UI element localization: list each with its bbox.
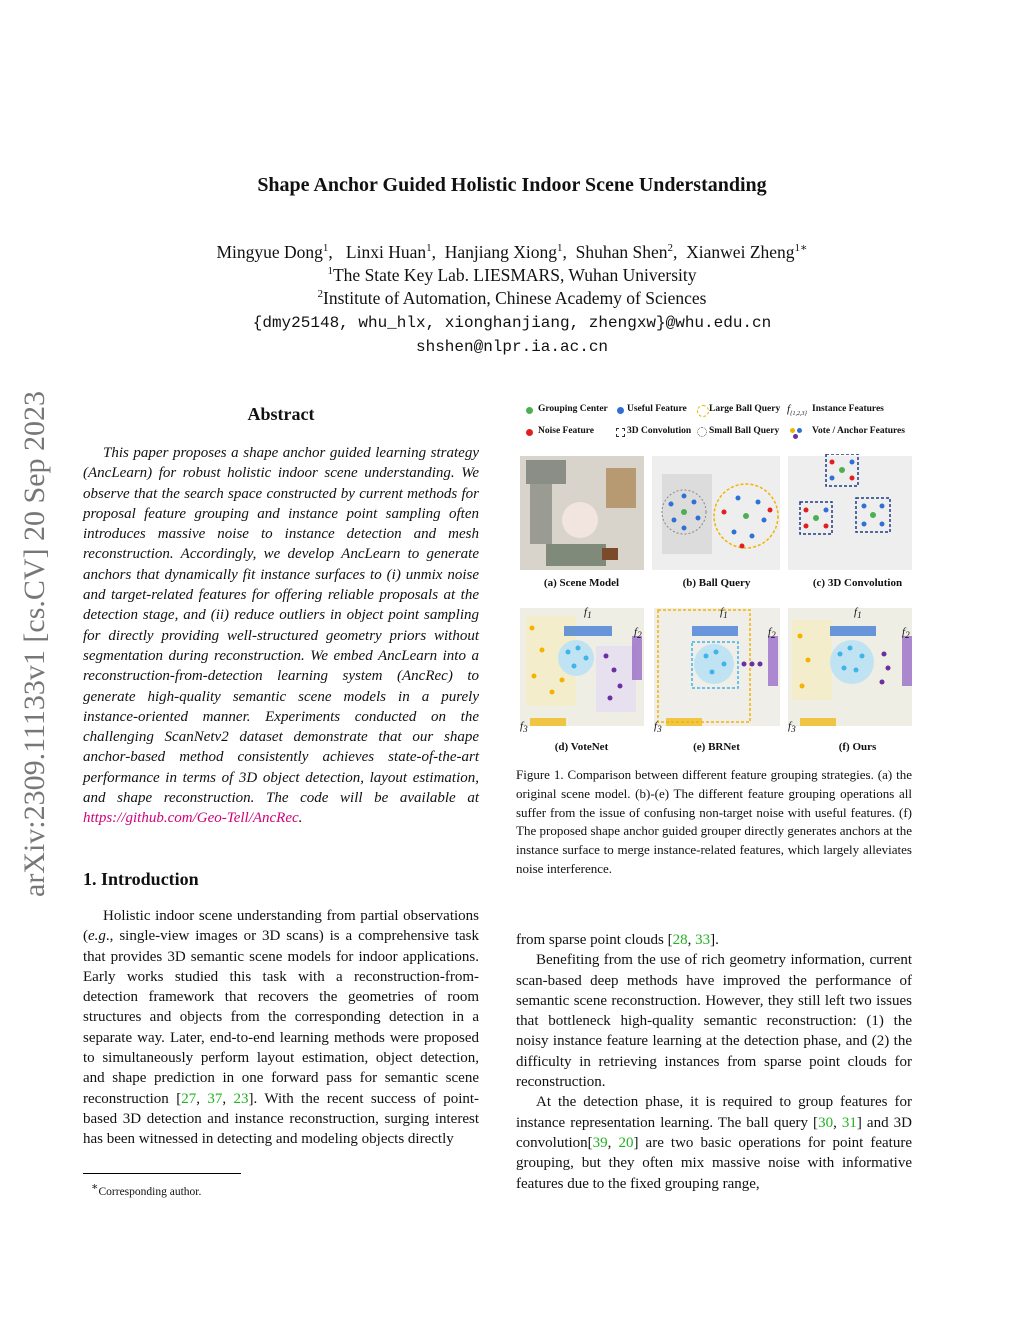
affiliation-1 xyxy=(0,265,1024,286)
f-symbol: f xyxy=(787,403,791,415)
legend-vote-anchor-features: Vote / Anchor Features xyxy=(812,426,905,436)
f-symbol: f xyxy=(768,626,772,638)
conv3d-diagram xyxy=(788,454,912,570)
panel-label-c: (c) 3D Convolution xyxy=(812,577,903,589)
footnote-rule xyxy=(83,1173,241,1174)
f1-label-d xyxy=(584,606,592,620)
footnote-text: Corresponding author. xyxy=(98,1185,202,1198)
text-run: Holistic indoor scene understanding from partial observations ( xyxy=(83,908,479,945)
f-symbol: f xyxy=(654,720,658,732)
ours-diagram xyxy=(788,608,912,726)
text-run: ., single-view images or 3D scans) is a comprehensive task that provides 3D semantic scene models for indoor applications. Early works studied this task with a reconstruction-from-detection framework that recovers the geometries of room structures and objects from the corresponding detection in a separate way. Later, end-to-end learning methods were proposed to simultaneously perform layout estimation, object detection, and shape prediction in one forward pass for semantic scene reconstruction [ xyxy=(83,928,479,1107)
panel-label-f: (f) Ours xyxy=(838,741,877,753)
citation-link[interactable]: 33 xyxy=(695,932,711,948)
code-link[interactable]: https://github.com/Geo-Tell/AncRec xyxy=(83,810,299,827)
f-subscript: {1,2,3} xyxy=(790,411,807,418)
citation-link[interactable]: 23 xyxy=(233,1090,249,1107)
legend-3d-convolution: 3D Convolution xyxy=(627,426,692,436)
f-symbol: f xyxy=(520,720,524,732)
email-line-2: shshen@nlpr.ia.ac.cn xyxy=(415,338,609,356)
text-run: ] are two basic operations for point feature grouping, but they often mix massive noise with informative features due to the fixed grouping range, xyxy=(516,1134,913,1192)
author-name: Hanjiang Xiong xyxy=(444,241,558,262)
f-subscript: 2 xyxy=(905,630,910,641)
text-run: ]. xyxy=(710,932,719,948)
author-affiliation-mark: 1 xyxy=(426,242,432,254)
author-name: Linxi Huan xyxy=(345,241,427,262)
legend-noise-feature: Noise Feature xyxy=(538,426,595,436)
intro-paragraph-2: Benefiting from the use of rich geometry information, current scan-based deep methods have improved the performance of semantic scene reconstruction. However, they still left two issues that bottleneck high-quality semantic reconstruction: (1) the noisy instance feature learning at the detection phase, and (2) the difficulty in retrieving instances from sparse point clouds for reconstruction. xyxy=(516,952,912,1091)
abstract-heading: Abstract xyxy=(247,404,315,424)
citation-link[interactable]: 20 xyxy=(618,1134,634,1151)
small-ball-icon xyxy=(697,427,707,437)
affiliation-mark: 1 xyxy=(327,265,333,278)
citation-link[interactable]: 27 xyxy=(181,1090,197,1107)
f-symbol: f xyxy=(720,606,724,618)
citation-link[interactable]: 37 xyxy=(207,1090,223,1107)
footnote xyxy=(91,1180,201,1198)
f-subscript: 2 xyxy=(771,630,776,641)
citation-link[interactable]: 30 xyxy=(818,1114,834,1131)
abstract-text: This paper proposes a shape anchor guided learning strategy (AncLearn) for robust holistic indoor scene understanding. We observe that the search space constructed by current methods for proposal feature grouping and instance point sampling often introduces massive noise to instance detection and mesh reconstruction. Accordingly, we develop AncLearn to generate anchors that dynamically fit instance surfaces to (i) unmix noise and target-related features for offering reliable proposals at the detection stage, and (ii) reduce outliers in object point sampling for directly providing well-structured geometry priors without segmentation during reconstruction. We embed AncLearn into a reconstruction-from-detection learning system (AncRec) to generate high-quality semantic scene models in a purely instance-oriented manner. Experiments conducted on the challenging ScanNetv2 dataset demonstrate that our shape anchor-based method consistently achieves state-of-the-art performance in terms of 3D object detection, layout estimation, and shape reconstruction. The code will be available at xyxy=(83,445,479,807)
f2-label-f xyxy=(902,626,910,640)
author-affiliation-mark: 1∗ xyxy=(794,242,808,254)
f3-label-f xyxy=(788,720,796,734)
f-symbol: f xyxy=(854,606,858,618)
author-affiliation-mark: 1 xyxy=(322,242,329,254)
panel-label-b: (b) Ball Query xyxy=(682,577,751,589)
intro-paragraph-1: Holistic indoor scene understanding from partial observations (e.g., single-view images or 3D scans) is a comprehensive task that provides 3D semantic scene models for indoor applications. Early works studied this task with a reconstruction-from-detection framework that recovers the geometries of room structures and objects from the corresponding detection in a separate way. Later, end-to-end learning methods were proposed to simultaneously perform layout estimation, object detection, and shape prediction in one forward pass for semantic scene reconstruction [27, 37, 23]. With the recent success of point-based 3D detection and instance reconstruction, surging interest has been witnessed in detecting and modeling objects directly xyxy=(83,908,480,1148)
legend-small-ball-query: Small Ball Query xyxy=(709,426,780,436)
scene-model-image xyxy=(520,456,644,570)
text-run: At the detection phase, it is required to group features for instance representation learning. The ball query [ xyxy=(516,1094,912,1131)
blue-dot-icon xyxy=(617,407,624,414)
abstract-body xyxy=(83,443,479,829)
text-run: from sparse point clouds [ xyxy=(516,932,673,948)
f-subscript: 3 xyxy=(523,724,528,735)
text-run: ]. With the recent success of point-based 3D detection and instance reconstruction, surging interest has been witnessed in detecting and modeling objects directly xyxy=(83,1090,480,1148)
affiliation-text: The State Key Lab. LIESMARS, Wuhan University xyxy=(332,265,697,285)
email-line-1: {dmy25148, whu_hlx, xionghanjiang, zhengxw}@whu.edu.cn xyxy=(252,314,772,332)
figure-1 xyxy=(516,398,916,758)
legend-instance-features: Instance Features xyxy=(812,404,884,414)
votenet-diagram xyxy=(520,608,644,726)
author-name: Mingyue Dong xyxy=(216,241,323,262)
paper-title: Shape Anchor Guided Holistic Indoor Scene Understanding xyxy=(257,174,767,196)
affiliation-mark: 2 xyxy=(317,288,324,301)
legend-useful-feature: Useful Feature xyxy=(627,404,687,414)
f-symbol: f xyxy=(788,720,792,732)
f-symbol: f xyxy=(634,626,638,638)
affiliation-2 xyxy=(0,288,1024,309)
panel-label-d: (d) VoteNet xyxy=(554,741,609,753)
intro-right-column xyxy=(516,930,912,1194)
figure-caption: Figure 1. Comparison between different feature grouping strategies. (a) the original scene model. (b)-(e) The different feature grouping operations all suffer from the issue of confusing non-target noise with useful features. (f) The proposed shape anchor guided grouper directly generates anchors at the instance surface to merge instance-related features, which largely alleviates noise interference. xyxy=(516,767,912,876)
author-name: Shuhan Shen xyxy=(575,241,668,262)
author-name: Xianwei Zheng xyxy=(686,241,795,262)
citation-link[interactable]: 31 xyxy=(841,1114,857,1131)
large-ball-icon xyxy=(697,405,709,417)
f2-label-e xyxy=(768,626,776,640)
f1-label-f xyxy=(854,606,862,620)
legend-large-ball-query: Large Ball Query xyxy=(709,404,781,414)
panel-label-e: (e) BRNet xyxy=(693,741,740,753)
author-list: Mingyue Dong$^1$, Linxi Huan$^1$, Hanjiang Xiong$^1$, Shuhan Shen$^2$, Xianwei Zheng$^{1∗}$ xyxy=(216,241,808,262)
f2-label-d xyxy=(634,626,642,640)
author-affiliation-mark: 1 xyxy=(557,242,563,254)
legend-grouping-center: Grouping Center xyxy=(538,404,608,414)
f-subscript: 3 xyxy=(791,724,796,735)
author-affiliation-mark: 2 xyxy=(667,242,674,254)
f-subscript: 1 xyxy=(857,610,862,621)
legend-f-symbol xyxy=(787,403,807,417)
brnet-diagram xyxy=(654,608,780,726)
citation-link[interactable]: 39 xyxy=(592,1134,608,1151)
intro-continuation: from sparse point clouds [28, 33]. xyxy=(516,932,719,948)
figure-legend xyxy=(516,398,916,438)
f3-label-d xyxy=(520,720,528,734)
abstract-end: . xyxy=(298,810,303,827)
text-run: e.g xyxy=(88,928,106,945)
f-symbol: f xyxy=(902,626,906,638)
f-symbol: f xyxy=(584,606,588,618)
yellow-dot-icon xyxy=(790,428,795,433)
red-dot-icon xyxy=(526,429,533,436)
f3-label-e xyxy=(654,720,662,734)
green-dot-icon xyxy=(526,407,533,414)
f-subscript: 1 xyxy=(723,610,728,621)
f-subscript: 1 xyxy=(587,610,592,621)
text-run: ] and 3D convolution[ xyxy=(516,1114,912,1151)
f-subscript: 2 xyxy=(637,630,642,641)
affiliation-text: Institute of Automation, Chinese Academy of Sciences xyxy=(323,288,707,308)
conv-box-icon xyxy=(616,428,625,437)
ball-query-diagram xyxy=(652,456,780,570)
figure-top-row xyxy=(516,454,916,574)
blue-dot-icon xyxy=(797,428,802,433)
purple-dot-icon xyxy=(793,434,798,439)
f-subscript: 3 xyxy=(657,724,662,735)
arxiv-sidebar-id: arXiv:2309.11133v1 [cs.CV] 20 Sep 2023 xyxy=(18,390,51,897)
footnote-mark: ∗ xyxy=(91,1181,99,1193)
citation-link[interactable]: 28 xyxy=(672,932,688,948)
figure-bottom-row xyxy=(516,606,916,736)
intro-paragraph-3: At the detection phase, it is required to group features for instance representation learning. The ball query [30, 31] and 3D convolution[39, 20] are two basic operations for point feature grouping, but they often mix massive noise with informative features due to the fixed grouping range, xyxy=(516,1094,913,1192)
f1-label-e xyxy=(720,606,728,620)
panel-label-a: (a) Scene Model xyxy=(543,577,620,589)
section-heading-introduction: 1. Introduction xyxy=(83,869,199,889)
